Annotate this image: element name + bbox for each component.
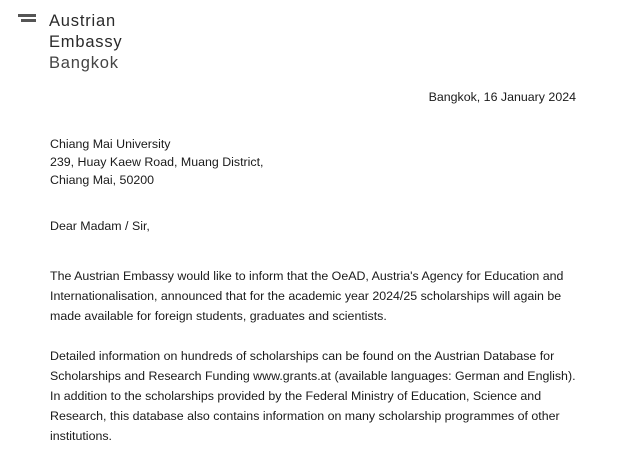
recipient-street: 239, Huay Kaew Road, Muang District, xyxy=(50,155,264,169)
paragraph-line: Internationalisation, announced that for the academic year 2024/25 scholarships will again be xyxy=(50,289,562,303)
recipient-name: Chiang Mai University xyxy=(50,137,171,151)
paragraph-line: Research, this database also contains information on many scholarship programmes of other xyxy=(50,409,560,423)
letterhead-text xyxy=(49,11,122,74)
austrian-embassy-logo-icon xyxy=(18,14,36,26)
paragraph-line: In addition to the scholarships provided by the Federal Ministry of Education, Science and xyxy=(50,389,542,403)
letterhead-line-austrian: Austrian xyxy=(49,12,116,30)
letterhead-line-embassy: Embassy xyxy=(49,33,123,51)
paragraph-2 xyxy=(50,346,576,446)
recipient-address xyxy=(50,135,264,189)
letterhead-line-bangkok: Bangkok xyxy=(49,54,119,72)
paragraph-line: The Austrian Embassy would like to inform that the OeAD, Austria's Agency for Education and xyxy=(50,269,564,283)
recipient-city: Chiang Mai, 50200 xyxy=(50,173,155,187)
paragraph-line: Detailed information on hundreds of scholarships can be found on the Austrian Database for xyxy=(50,349,555,363)
paragraph-line: institutions. xyxy=(50,429,112,443)
paragraph-line: made available for foreign students, graduates and scientists. xyxy=(50,309,387,323)
paragraph-1 xyxy=(50,266,576,326)
salutation: Dear Madam / Sir, xyxy=(50,219,150,233)
paragraph-line: Scholarships and Research Funding www.grants.at (available languages: German and English). xyxy=(50,369,576,383)
letter-date: Bangkok, 16 January 2024 xyxy=(428,90,576,104)
